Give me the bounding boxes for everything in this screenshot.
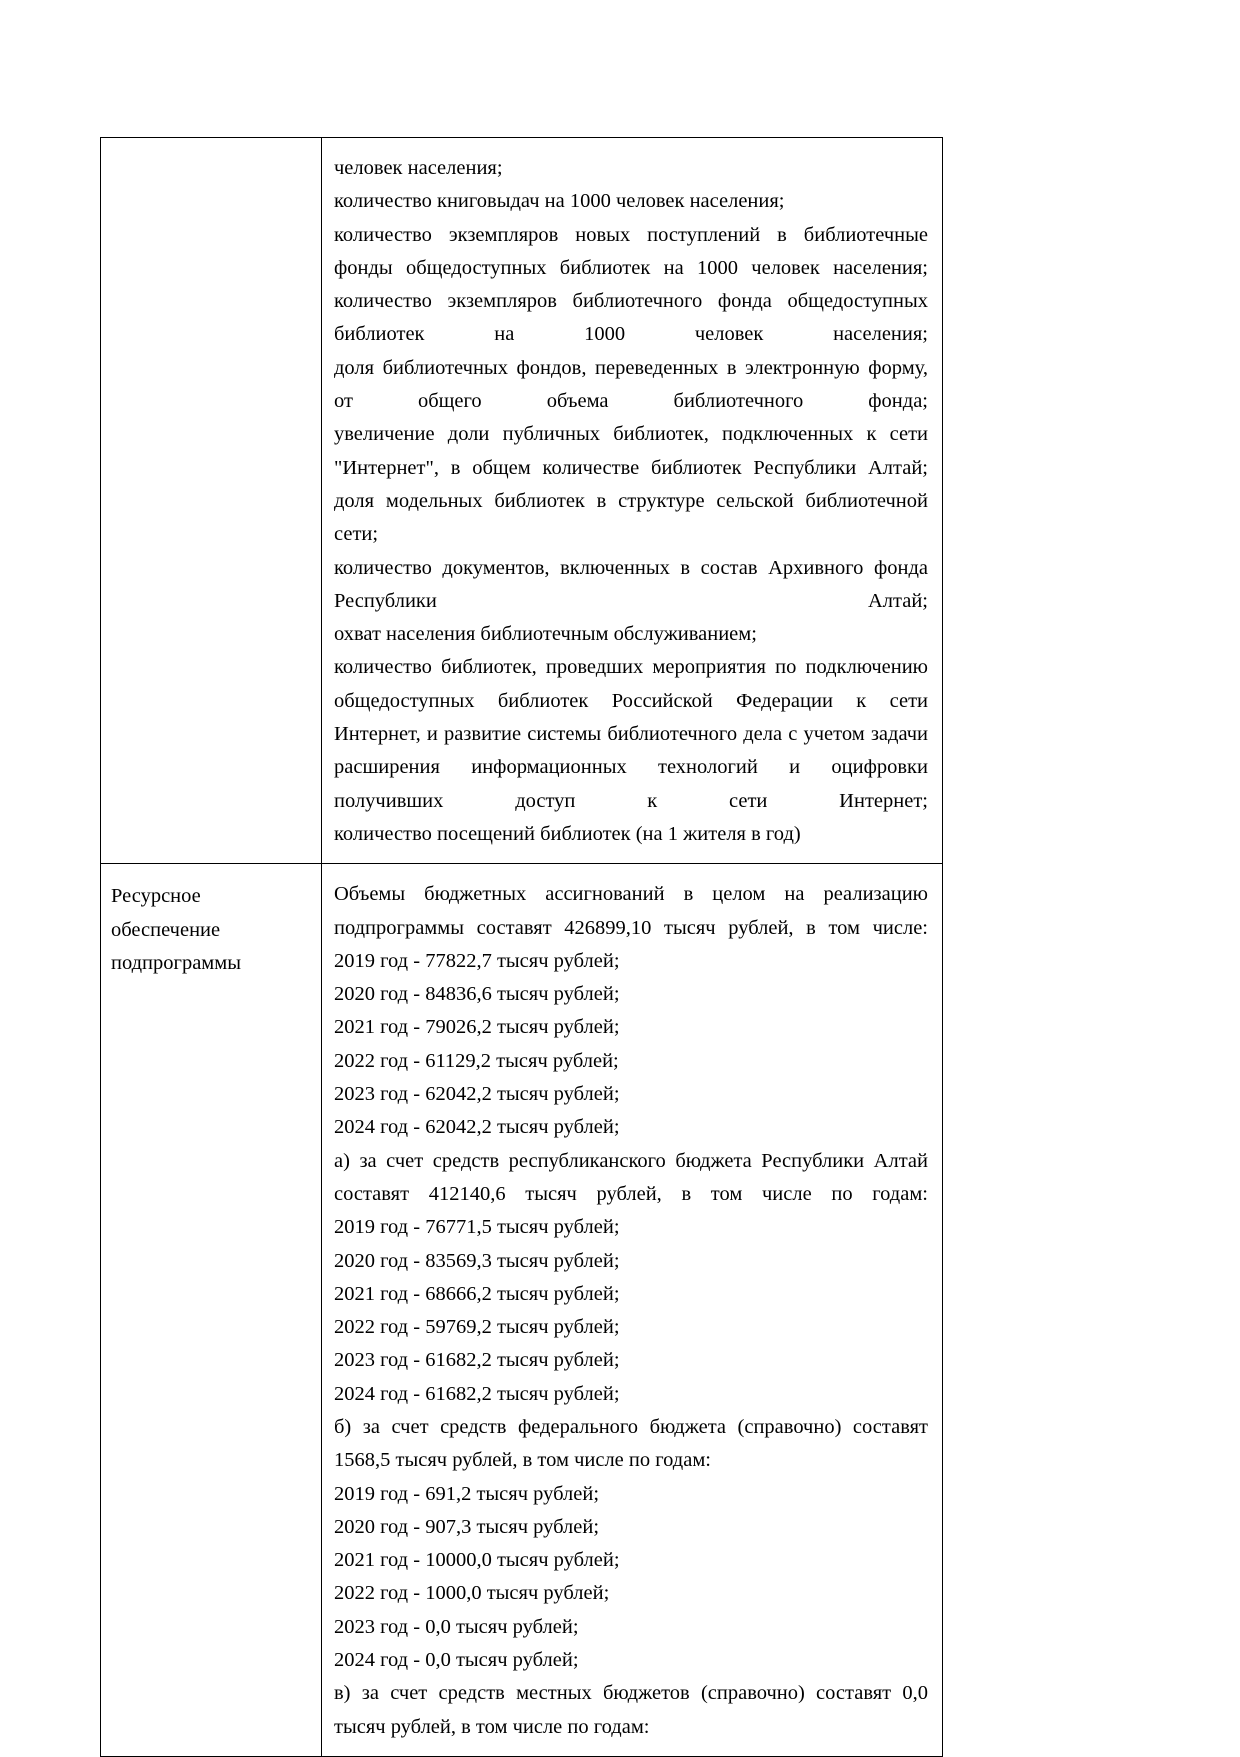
resource-label-line-2: подпрограммы <box>111 951 242 974</box>
budget-line-3: 2021 год - 79026,2 тысяч рублей; <box>334 1016 620 1039</box>
budget-line-19: 2023 год - 0,0 тысяч рублей; <box>334 1615 579 1638</box>
row-content-cell-resources <box>322 864 943 1757</box>
budget-line-11: 2022 год - 59769,2 тысяч рублей; <box>334 1316 620 1339</box>
indicator-line-8: охват населения библиотечным обслуживанием; <box>334 623 757 646</box>
budget-line-7: а) за счет средств республиканского бюджета Республики Алтай составят 412140,6 тысяч рублей, в том числе по годам: <box>334 1149 928 1205</box>
budget-line-2: 2020 год - 84836,6 тысяч рублей; <box>334 983 620 1006</box>
budget-allocations-list <box>322 864 942 1756</box>
budget-line-12: 2023 год - 61682,2 тысяч рублей; <box>334 1349 620 1372</box>
budget-line-1: 2019 год - 77822,7 тысяч рублей; <box>334 949 620 972</box>
budget-line-4: 2022 год - 61129,2 тысяч рублей; <box>334 1049 619 1072</box>
table-row <box>101 138 943 864</box>
budget-line-13: 2024 год - 61682,2 тысяч рублей; <box>334 1382 620 1405</box>
row-label-cell-indicators <box>101 138 322 864</box>
budget-line-15: 2019 год - 691,2 тысяч рублей; <box>334 1482 600 1505</box>
row-label-cell-resources <box>101 864 322 1757</box>
table-body <box>101 138 943 1757</box>
row-label-empty <box>101 138 321 164</box>
program-passport-table <box>100 137 943 1757</box>
indicator-line-0: человек населения; <box>334 157 503 179</box>
budget-line-10: 2021 год - 68666,2 тысяч рублей; <box>334 1282 620 1305</box>
budget-line-18: 2022 год - 1000,0 тысяч рублей; <box>334 1582 610 1605</box>
budget-line-0: Объемы бюджетных ассигнований в целом на реализацию подпрограммы составят 426899,10 тысяч рублей, в том числе: <box>334 883 928 939</box>
indicator-line-7: количество документов, включенных в состав Архивного фонда Республики Алтай; <box>334 556 928 612</box>
budget-line-17: 2021 год - 10000,0 тысяч рублей; <box>334 1549 620 1572</box>
indicator-line-10: количество посещений библиотек (на 1 жителя в год) <box>334 822 801 845</box>
budget-line-14: б) за счет средств федерального бюджета (справочно) составят 1568,5 тысяч рублей, в том числе по годам: <box>334 1415 928 1472</box>
indicator-line-9: количество библиотек, проведших мероприятия по подключению общедоступных библиотек Российской Федерации к сети Интернет, и развитие системы библиотечного дела с учетом задачи расширения информационных технологий и оцифровки получивших доступ к сети Интернет; <box>334 656 928 812</box>
budget-line-21: в) за счет средств местных бюджетов (справочно) составят 0,0 тысяч рублей, в том числе по годам: <box>334 1682 928 1738</box>
resource-label-line-1: обеспечение <box>111 918 221 941</box>
indicator-line-5: увеличение доли публичных библиотек, подключенных к сети "Интернет", в общем количестве библиотек Республики Алтай; <box>334 423 928 479</box>
indicator-line-1: количество книговыдач на 1000 человек населения; <box>334 190 785 213</box>
budget-line-6: 2024 год - 62042,2 тысяч рублей; <box>334 1116 620 1139</box>
budget-line-5: 2023 год - 62042,2 тысяч рублей; <box>334 1083 620 1106</box>
row-content-cell-indicators <box>322 138 943 864</box>
indicator-line-3: количество экземпляров библиотечного фонда общедоступных библиотек на 1000 человек населения; <box>334 290 928 346</box>
budget-line-20: 2024 год - 0,0 тысяч рублей; <box>334 1649 579 1672</box>
resource-support-label <box>101 864 321 990</box>
indicator-line-2: количество экземпляров новых поступлений в библиотечные фонды общедоступных библиотек на 1000 человек населения; <box>334 223 928 279</box>
budget-line-16: 2020 год - 907,3 тысяч рублей; <box>334 1515 600 1538</box>
indicator-line-4: доля библиотечных фондов, переведенных в электронную форму, от общего объема библиотечного фонда; <box>334 356 928 413</box>
table-row <box>101 864 943 1757</box>
indicator-line-6: доля модельных библиотек в структуре сельской библиотечной сети; <box>334 489 928 546</box>
budget-line-8: 2019 год - 76771,5 тысяч рублей; <box>334 1216 620 1239</box>
resource-label-line-0: Ресурсное <box>111 885 201 908</box>
budget-line-9: 2020 год - 83569,3 тысяч рублей; <box>334 1249 620 1272</box>
indicators-list <box>322 138 942 863</box>
